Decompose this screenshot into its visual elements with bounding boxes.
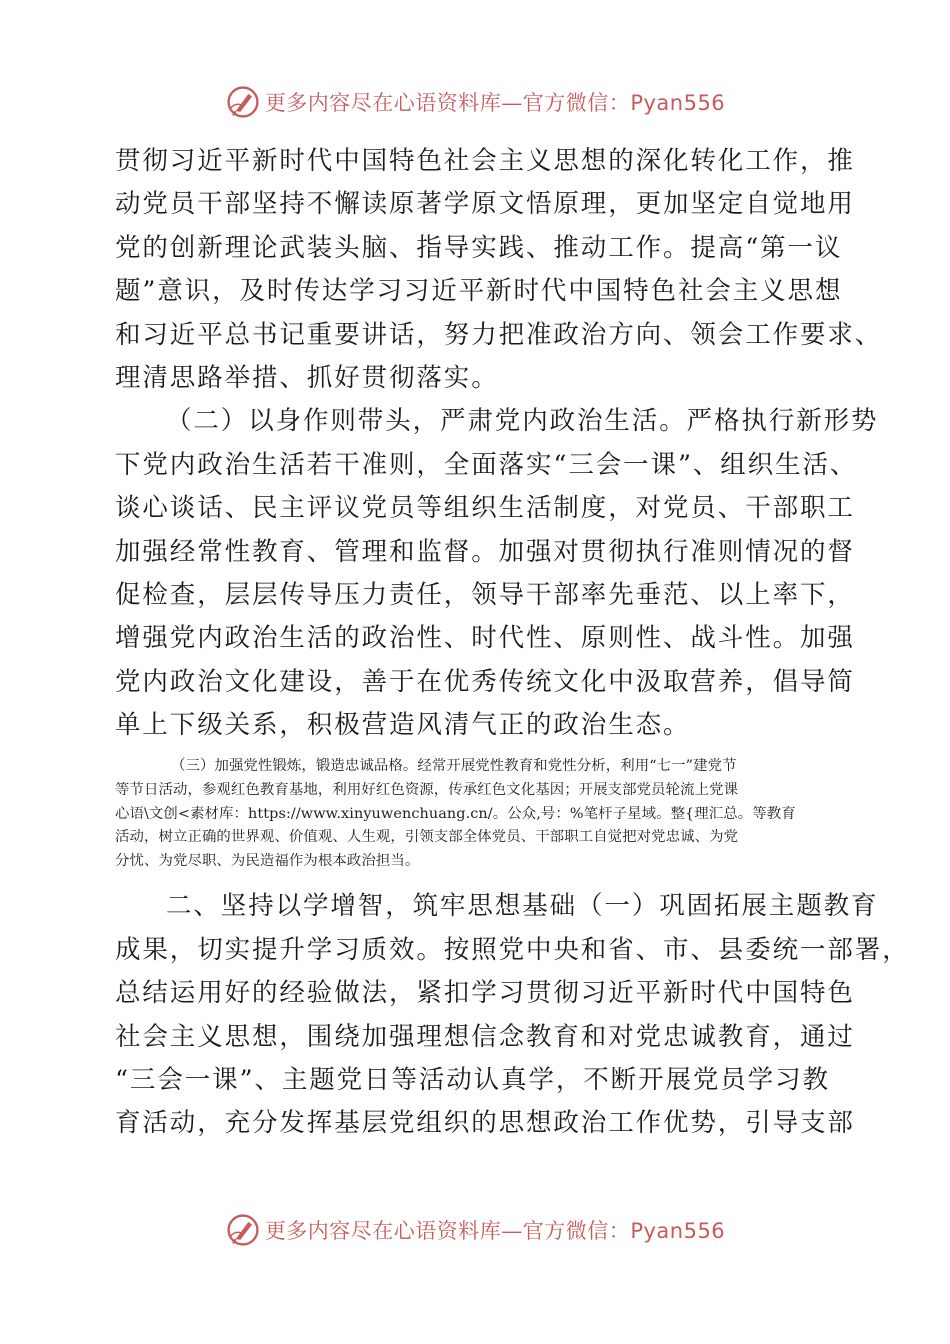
footer-watermark <box>0 1210 950 1250</box>
text-line: 社会主义思想，围绕加强理想信念教育和对党忠诚教育，通过 <box>115 1021 855 1052</box>
text-line: 题”意识，及时传达学习习近平新时代中国特色社会主义思想 <box>115 276 843 307</box>
text-line: 心语\文创<素材库：https://www.xinyuwenchuang.cn/。公众,号：%笔杆子星域。整{理汇总。等教育 <box>115 805 796 822</box>
text-line: 分忧、为党尽职、为民造福作为根本政治担当。 <box>115 852 420 869</box>
text-line: 党的创新理论武装头脑、指导实践、推动工作。提高“第一议 <box>115 232 843 263</box>
paragraph-4 <box>115 885 910 1145</box>
text-line: 理清思路举措、抓好贯彻落实。 <box>115 362 499 393</box>
watermark-text: 更多内容尽在心语资料库—官方微信：Pyan556 <box>264 91 726 115</box>
text-line: 动党员干部坚持不懈读原著学原文悟原理，更加坚定自觉地用 <box>115 189 855 220</box>
text-line: 二、坚持以学增智，筑牢思想基础（一）巩固拓展主题教育 <box>166 891 879 922</box>
text-line: 单上下级关系，积极营造风清气正的政治生态。 <box>115 710 691 741</box>
text-line: 成果，切实提升学习质效。按照党中央和省、市、县委统一部署， <box>115 934 910 965</box>
text-line: （二）以身作则带头，严肃党内政治生活。严格执行新形势 <box>166 406 879 437</box>
text-line: 总结运用好的经验做法，紧扣学习贯彻习近平新时代中国特色 <box>115 978 855 1009</box>
text-line: 活动，树立正确的世界观、价值观、人生观，引领支部全体党员、干部职工自觉把对党忠诚、为党 <box>115 829 739 846</box>
text-line: 党内政治文化建设，善于在优秀传统文化中汲取营养，倡导简 <box>115 666 855 697</box>
text-line: 促检查，层层传导压力责任，领导干部率先垂范、以上率下， <box>115 579 855 610</box>
text-line: 和习近平总书记重要讲话，努力把准政治方向、领会工作要求、 <box>115 319 883 350</box>
text-line: 下党内政治生活若干准则，全面落实“三会一课”、组织生活、 <box>115 449 858 480</box>
header-watermark <box>0 82 950 122</box>
text-line: 育活动，充分发挥基层党组织的思想政治工作优势，引导支部 <box>115 1108 855 1139</box>
text-line: 贯彻习近平新时代中国特色社会主义思想的深化转化工作，推 <box>115 146 855 176</box>
pen-feather-logo-icon <box>225 1212 261 1248</box>
text-line: 谈心谈话、民主评议党员等组织生活制度，对党员、干部职工 <box>115 493 855 524</box>
pen-feather-logo-icon <box>225 84 261 120</box>
paragraph-3-small <box>115 755 845 873</box>
text-line: “三会一课”、主题党日等活动认真学，不断开展党员学习教 <box>115 1065 830 1095</box>
text-line: （三）加强党性锻炼，锻造忠诚品格。经常开展党性教育和党性分析，利用“七一”建党节 <box>171 758 737 775</box>
document-body <box>115 140 910 1146</box>
paragraph-2 <box>115 400 879 747</box>
text-line: 增强党内政治生活的政治性、时代性、原则性、战斗性。加强 <box>115 623 855 654</box>
watermark-text: 更多内容尽在心语资料库—官方微信：Pyan556 <box>264 1219 726 1243</box>
paragraph-1 <box>115 140 883 400</box>
text-line: 加强经常性教育、管理和监督。加强对贯彻执行准则情况的督 <box>115 536 855 567</box>
text-line: 等节日活动，参观红色教育基地，利用好红色资源，传承红色文化基因；开展支部党员轮流上党课 <box>115 782 739 799</box>
